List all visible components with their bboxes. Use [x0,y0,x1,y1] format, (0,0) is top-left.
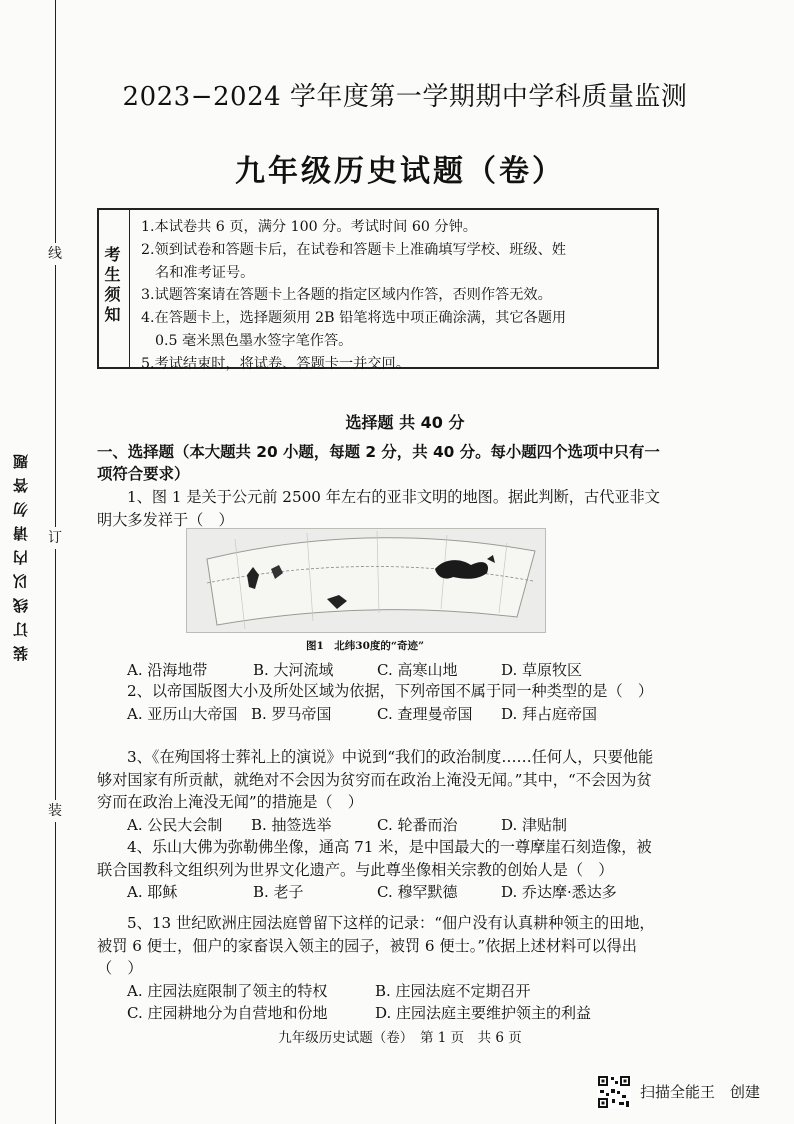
option-a: A. 沿海地带 [127,661,208,679]
option-c: C. 高寒山地 [377,661,458,679]
option-a: A. 公民大会制 [127,815,223,834]
question-stem: 5、13 世纪欧洲庄园法庭曾留下这样的记录：“佃户没有认真耕种领主的田地，被罚 6 便士，佃户的家畜误入领主的园子，被罚 6 便士。”依据上述材料可以得出（ ） [97,914,655,978]
option-d: D. 庄园法庭主要维护领主的利益 [375,1004,592,1023]
figure-map [186,528,546,633]
notice-list [141,216,653,376]
question-5 [97,912,663,1025]
exam-title: 2023−2024 学年度第一学期期中学科质量监测 [122,82,688,112]
option-c: C. 穆罕默德 [377,883,458,902]
notice-label-cell [99,210,130,367]
option-b: B. 庄园法庭不定期召开 [375,981,531,1000]
binding-warning: 装订线以内请勿答题 [12,445,30,661]
question-1 [97,486,663,531]
question-4 [97,836,663,904]
question-stem: 2、以帝国版图大小及所处区域为依据，下列帝国不属于同一种类型的是（ ） [127,682,654,700]
question-stem: 1、图 1 是关于公元前 2500 年左右的亚非文明的地图。据此判断，古代亚非文明大多发祥于（ ） [97,488,660,529]
page-footer: 九年级历史试题（卷） 第 1 页 共 6 页 [278,1030,522,1046]
question-2 [97,680,663,725]
option-c: C. 庄园耕地分为自营地和份地 [127,1004,328,1023]
figure-caption: 图1 北纬30度的“奇迹” [306,640,424,652]
notice-item: 2.领到试卷和答题卡后，在试卷和答题卡上准确填写学校、班级、姓 [141,241,566,258]
option-d: D. 拜占庭帝国 [501,704,598,723]
question-1-options [97,659,663,682]
option-b: B. 老子 [253,883,304,902]
question-stem: 3、《在殉国将士葬礼上的演说》中说到“我们的政治制度……任何人，只要他能够对国家有所贡献，就绝对不会因为贫穷而在政治上淹没无闻。”其中，“不会因为贫穷而在政治上淹没无闻”的措施是（ ） [97,748,654,812]
option-b: B. 罗马帝国 [251,704,332,723]
option-a: A. 亚历山大帝国 [127,704,238,723]
qr-code-icon [597,1075,631,1109]
notice-label: 考生须知 [102,246,121,326]
option-d: D. 草原牧区 [501,661,583,679]
option-b: B. 大河流域 [253,661,334,679]
binding-mark-ding: 订 [48,527,62,549]
notice-item: 3.试题答案请在答题卡上各题的指定区域内作答，否则作答无效。 [141,287,552,304]
binding-line [55,0,56,1124]
notice-item: 0.5 毫米黑色墨水签字笔作答。 [155,332,353,349]
notice-item: 5.考试结束时，将试卷、答题卡一并交回。 [141,355,410,372]
option-b: B. 抽签选举 [251,815,332,834]
exam-subtitle: 九年级历史试题（卷） [235,154,565,189]
question-3 [97,746,663,836]
binding-mark-xian: 线 [48,243,62,265]
option-a: A. 耶稣 [127,883,178,902]
option-d: D. 乔达摩·悉达多 [501,883,617,902]
notice-box [97,208,659,372]
scanner-brand: 扫描全能王 创建 [640,1083,761,1101]
notice-item: 1.本试卷共 6 页，满分 100 分。考试时间 60 分钟。 [141,219,477,235]
binding-mark-zhuang: 装 [48,800,62,822]
option-a: A. 庄园法庭限制了领主的特权 [127,981,328,1000]
notice-item: 4.在答题卡上，选择题须用 2B 铅笔将选中项正确涂满，其它各题用 [141,310,567,327]
option-c: C. 轮番而治 [377,815,458,834]
option-c: C. 查理曼帝国 [377,704,473,723]
notice-item: 名和准考证号。 [155,264,255,281]
question-stem: 4、乐山大佛为弥勒佛坐像，通高 71 米，是中国最大的一尊摩崖石刻造像，被联合国教科文组织列为世界文化遗产。与此尊坐像相关宗教的创始人是（ ） [97,838,652,879]
section-title: 选择题 共 40 分 [345,413,465,432]
option-d: D. 津贴制 [501,815,568,834]
section-instruction: 一、选择题（本大题共 20 小题，每题 2 分，共 40 分。每小题四个选项中只有一项符合要求） [97,443,660,483]
